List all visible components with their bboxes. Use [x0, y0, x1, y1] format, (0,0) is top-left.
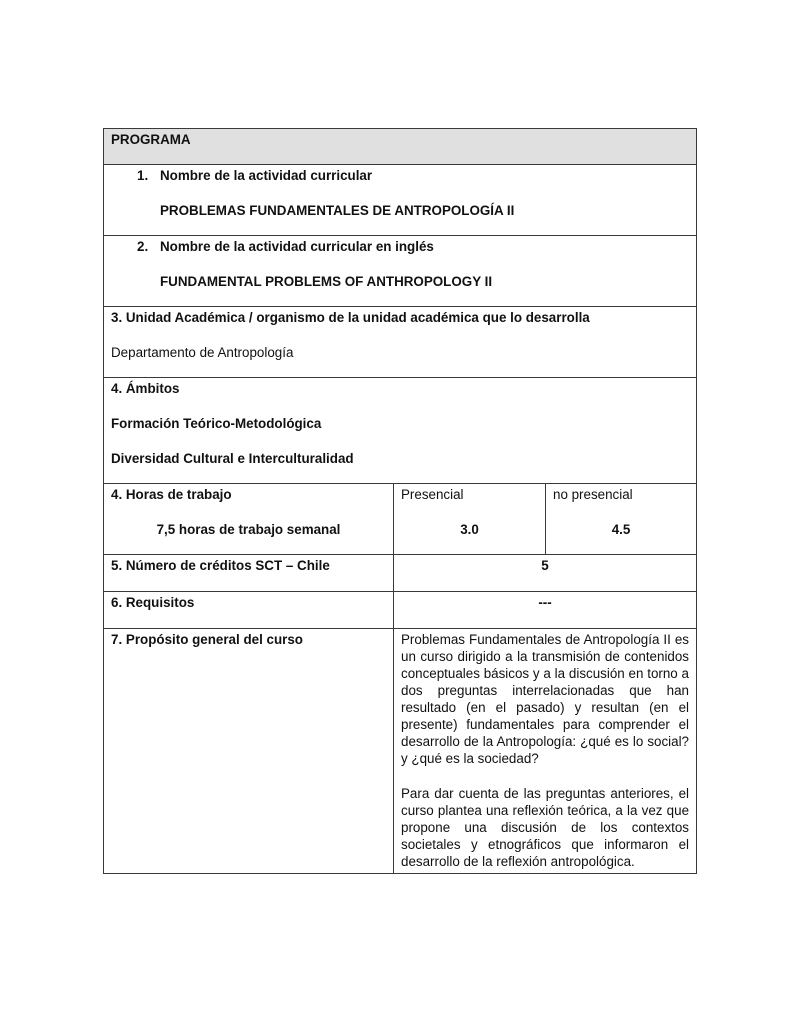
section-1-label: Nombre de la actividad curricular	[160, 168, 373, 183]
program-table	[103, 128, 697, 874]
no-presencial-value: 4.5	[611, 522, 631, 537]
presencial-cell	[394, 484, 546, 555]
course-name-en: FUNDAMENTAL PROBLEMS OF ANTHROPOLOGY II	[160, 274, 493, 289]
scope-item: Diversidad Cultural e Interculturalidad	[111, 451, 354, 466]
header-row	[104, 129, 697, 165]
section-4-cell	[104, 378, 697, 484]
section-2-heading	[111, 238, 689, 255]
hours-summary: 7,5 horas de trabajo semanal	[156, 522, 341, 537]
purpose-paragraph: Para dar cuenta de las preguntas anteriores, el curso plantea una reflexión teórica, a la vez que propone una discusión de los contextos societales y etnográficos que informaron el desarrollo de la reflexión antropológica.	[401, 786, 690, 869]
section-2-cell	[104, 236, 697, 307]
purpose-label: 7. Propósito general del curso	[104, 629, 394, 874]
purpose-row	[104, 629, 697, 874]
requirements-row	[104, 592, 697, 629]
hours-label: 4. Horas de trabajo	[111, 487, 232, 502]
course-name-es: PROBLEMAS FUNDAMENTALES DE ANTROPOLOGÍA II	[160, 203, 515, 218]
section-1-number: 1.	[137, 168, 149, 183]
presencial-value: 3.0	[460, 522, 479, 537]
purpose-paragraph: Problemas Fundamentales de Antropología II es un curso dirigido a la transmisión de contenidos conceptuales básicos y a la discusión en torno a dos preguntas interrelacionadas que han resultado (en el pasado) y resultan (en el presente) fundamentales para comprender el desarrollo de la Antropología: ¿qué es lo social? y ¿qué es la sociedad?	[401, 632, 690, 766]
no-presencial-cell	[546, 484, 697, 555]
requirements-label: 6. Requisitos	[104, 592, 394, 629]
presencial-label: Presencial	[401, 487, 464, 502]
credits-value: 5	[394, 555, 697, 592]
section-2-label: Nombre de la actividad curricular en inglés	[160, 239, 434, 254]
hours-label-cell	[104, 484, 394, 555]
credits-label: 5. Número de créditos SCT – Chile	[104, 555, 394, 592]
section-3-cell	[104, 307, 697, 378]
requirements-value: ---	[394, 592, 697, 629]
section-1-heading	[111, 167, 689, 184]
purpose-cell	[394, 629, 697, 874]
section-3-row	[104, 307, 697, 378]
scope-item: Formación Teórico-Metodológica	[111, 416, 322, 431]
section-1-cell	[104, 165, 697, 236]
section-2-row	[104, 236, 697, 307]
program-header: PROGRAMA	[104, 129, 697, 165]
section-3-label: 3. Unidad Académica / organismo de la unidad académica que lo desarrolla	[111, 310, 590, 325]
hours-row	[104, 484, 697, 555]
section-2-number: 2.	[137, 239, 149, 254]
academic-unit: Departamento de Antropología	[111, 345, 294, 360]
credits-row	[104, 555, 697, 592]
section-1-row	[104, 165, 697, 236]
section-4-label: 4. Ámbitos	[111, 381, 180, 396]
no-presencial-label: no presencial	[553, 487, 633, 502]
section-4-row	[104, 378, 697, 484]
